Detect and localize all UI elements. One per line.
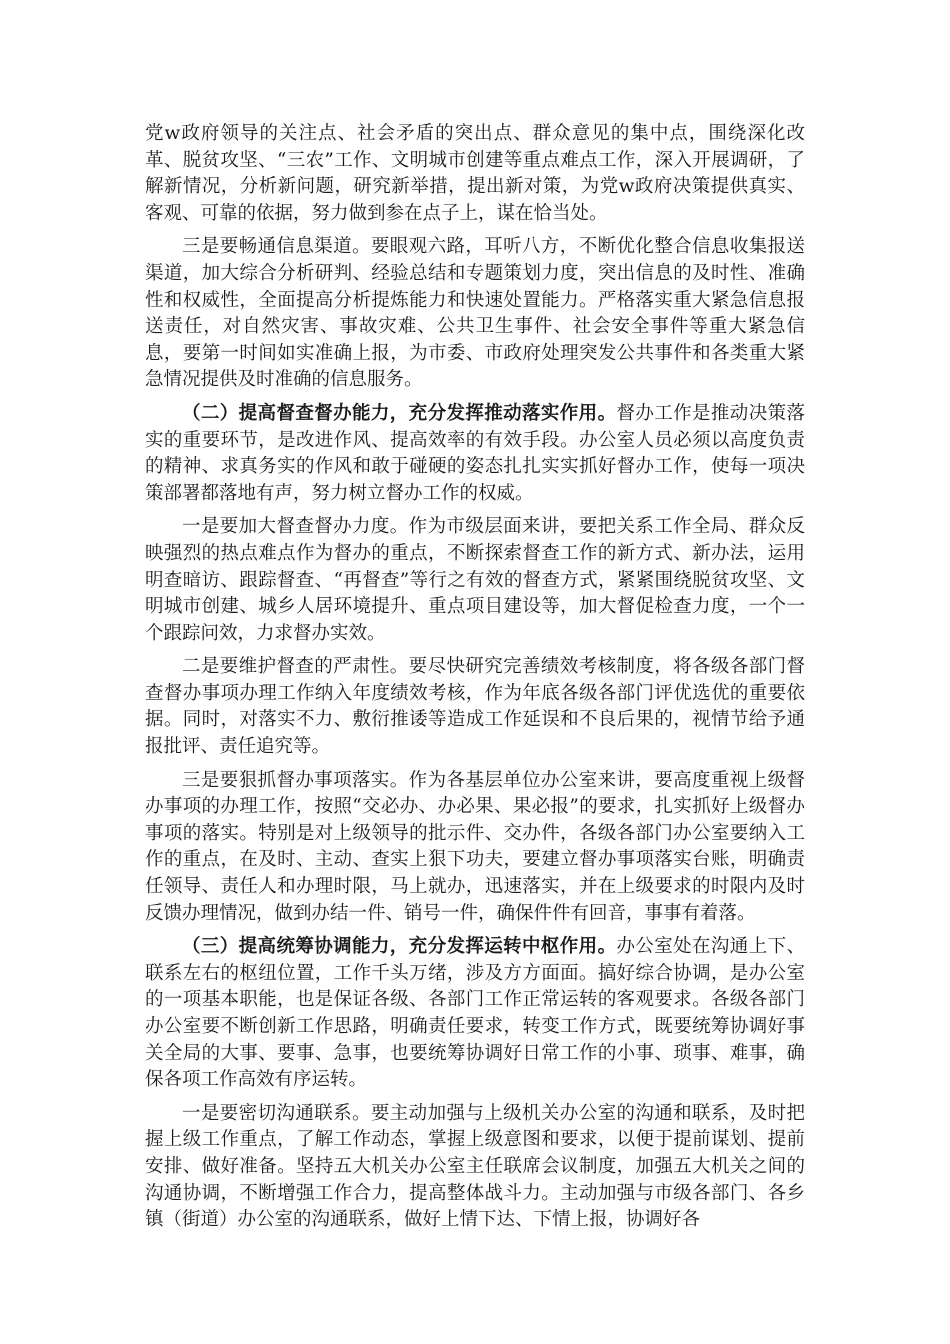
paragraph-6 bbox=[145, 768, 805, 928]
paragraph-8-text: 一是要密切沟通联系。要主动加强与上级机关办公室的沟通和联系，及时把握上级工作重点，了解工作动态，掌握上级意图和要求，以便于提前谋划、提前安排、做好准备。坚持五大机关办公室主任联席会议制度，加强五大机关之间的沟通协调，不断增强工作合力，提高整体战斗力。主动加强与市级各部门、各乡镇（街道）办公室的沟通联系，做好上情下达、下情上报，协调好各 bbox=[145, 1102, 805, 1231]
paragraph-2-text: 三是要畅通信息渠道。要眼观六路，耳听八方，不断优化整合信息收集报送渠道，加大综合分析研判、经验总结和专题策划力度，突出信息的及时性、准确性和权威性，全面提高分析提炼能力和快速处置能力。严格落实重大紧急信息报送责任，对自然灾害、事故灾难、公共卫生事件、社会安全事件等重大紧急信息，要第一时间如实准确上报，为市委、市政府处理突发公共事件和各类重大紧急情况提供及时准确的信息服务。 bbox=[145, 236, 805, 391]
document-body bbox=[145, 121, 805, 1241]
paragraph-1-text: 党w政府领导的关注点、社会矛盾的突出点、群众意见的集中点，围绕深化改革、脱贫攻坚、“三农”工作、文明城市创建等重点难点工作，深入开展调研，了解新情况，分析新问题，研究新举措，提出新对策，为党w政府决策提供真实、客观、可靠的依据，努力做到参在点子上，谋在恰当处。 bbox=[145, 123, 805, 224]
paragraph-7-text: 办公室处在沟通上下、联系左右的枢纽位置，工作千头万绪，涉及方方面面。搞好综合协调，是办公室的一项基本职能，也是保证各级、各部门工作正常运转的客观要求。各级各部门办公室要不断创新工作思路，明确责任要求，转变工作方式，既要统筹协调好事关全局的大事、要事、急事，也要统筹协调好日常工作的小事、琐事、难事，确保各项工作高效有序运转。 bbox=[145, 936, 805, 1091]
paragraph-7 bbox=[145, 934, 805, 1094]
paragraph-6-text: 三是要狠抓督办事项落实。作为各基层单位办公室来讲，要高度重视上级督办事项的办理工作，按照“交必办、办必果、果必报”的要求，扎实抓好上级督办事项的落实。特别是对上级领导的批示件、交办件，各级各部门办公室要纳入工作的重点，在及时、主动、查实上狠下功夫，要建立督办事项落实台账，明确责任领导、责任人和办理时限，马上就办，迅速落实，并在上级要求的时限内及时反馈办理情况，做到办结一件、销号一件，确保件件有回音，事事有着落。 bbox=[145, 769, 805, 924]
paragraph-1 bbox=[145, 121, 805, 227]
paragraph-4-text: 一是要加大督查督办力度。作为市级层面来讲，要把关系工作全局、群众反映强烈的热点难点作为督办的重点，不断探索督查工作的新方式、新办法，运用明查暗访、跟踪督查、“再督查”等行之有效的督查方式，紧紧围绕脱贫攻坚、文明城市创建、城乡人居环境提升、重点项目建设等，加大督促检查力度，一个一个跟踪问效，力求督办实效。 bbox=[145, 516, 805, 644]
paragraph-3-text: 督办工作是推动决策落实的重要环节，是改进作风、提高效率的有效手段。办公室人员必须以高度负责的精神、求真务实的作风和敢于碰硬的姿态扎扎实实抓好督办工作，使每一项决策部署都落地有声，努力树立督办工作的权威。 bbox=[145, 402, 805, 504]
paragraph-3 bbox=[145, 401, 805, 507]
paragraph-5 bbox=[145, 654, 805, 760]
section-heading-3: （三）提高统筹协调能力，充分发挥运转中枢作用。 bbox=[182, 936, 617, 958]
paragraph-5-text: 二是要维护督查的严肃性。要尽快研究完善绩效考核制度，将各级各部门督查督办事项办理工作纳入年度绩效考核，作为年底各级各部门评优选优的重要依据。同时，对落实不力、敷衍推诿等造成工作延误和不良后果的，视情节给予通报批评、责任追究等。 bbox=[145, 656, 805, 758]
paragraph-4 bbox=[145, 514, 805, 647]
section-heading-2: （二）提高督查督办能力，充分发挥推动落实作用。 bbox=[182, 402, 617, 424]
paragraph-8 bbox=[145, 1101, 805, 1234]
paragraph-2 bbox=[145, 234, 805, 394]
